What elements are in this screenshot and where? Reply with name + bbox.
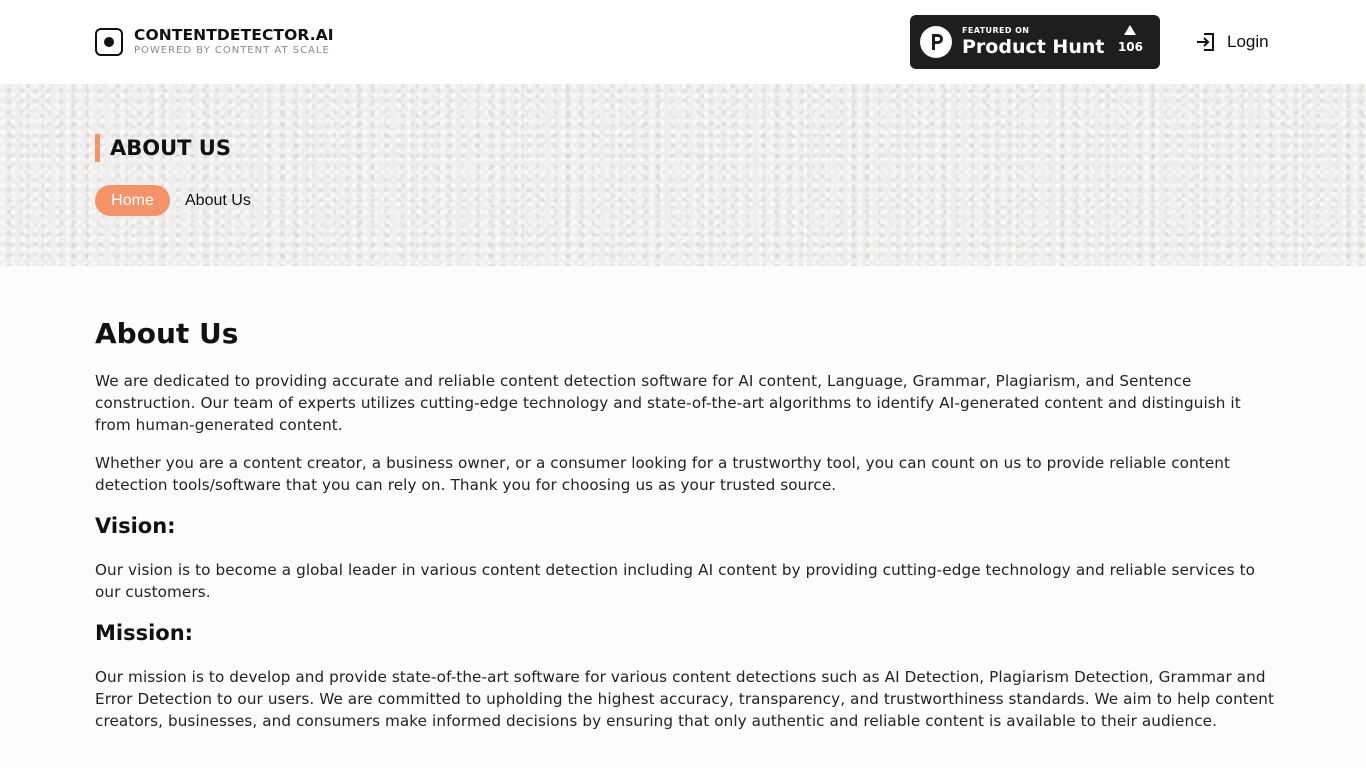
product-hunt-featured-label: FEATURED ON — [962, 25, 1030, 35]
logo-mark-icon — [95, 28, 123, 56]
product-hunt-badge[interactable] — [910, 15, 1160, 69]
vision-heading: Vision: — [95, 514, 176, 538]
logo-text — [134, 25, 334, 57]
site-header — [0, 0, 1366, 84]
product-hunt-logo-icon — [920, 26, 952, 58]
about-heading: About Us — [95, 317, 239, 350]
product-hunt-text — [962, 27, 1104, 58]
product-hunt-name: Product Hunt — [962, 35, 1105, 58]
vision-text: Our vision is to become a global leader in various content detection including AI content by providing cutting-edge technology and reliable services to our customers. — [95, 561, 1256, 601]
logo-name: CONTENTDETECTOR.AI — [134, 25, 334, 44]
breadcrumb-current: About Us — [185, 192, 251, 209]
login-button[interactable] — [1195, 30, 1269, 54]
product-hunt-vote-count: 106 — [1117, 40, 1143, 54]
logo-tagline: POWERED BY CONTENT AT SCALE — [134, 45, 330, 57]
upvote-triangle-icon — [1124, 25, 1136, 35]
breadcrumb-home-link[interactable]: Home — [95, 185, 170, 216]
site-logo[interactable] — [95, 27, 334, 57]
intro-paragraph-1: We are dedicated to providing accurate and reliable content detection software for AI content, Language, Grammar, Plagiarism, and Sentence construction. Our team of experts utilizes cutting-edge technology and state-of-the-art algorithms to identify AI-generated content and distinguish it from human-generated content. — [95, 372, 1241, 434]
page-banner-title: ABOUT US — [110, 136, 231, 160]
product-hunt-votes — [1118, 25, 1143, 54]
title-accent-bar — [95, 134, 100, 162]
mission-text: Our mission is to develop and provide state-of-the-art software for various content detections such as AI Detection, Plagiarism Detection, Grammar and Error Detection to our users. We are committed to upholding the highest accuracy, transparency, and trustworthiness standards. We aim to help content creators, businesses, and consumers make informed decisions by ensuring that only authentic and reliable content is available to their audience. — [95, 668, 1275, 730]
login-label: Login — [1227, 32, 1269, 51]
mission-heading: Mission: — [95, 621, 194, 645]
login-arrow-icon — [1195, 31, 1217, 53]
intro-paragraph-2: Whether you are a content creator, a business owner, or a consumer looking for a trustworthy tool, you can count on us to provide reliable content detection tools/software that you can rely on. Thank you for choosing us as your trusted source. — [95, 454, 1231, 494]
page-banner — [0, 84, 1366, 266]
